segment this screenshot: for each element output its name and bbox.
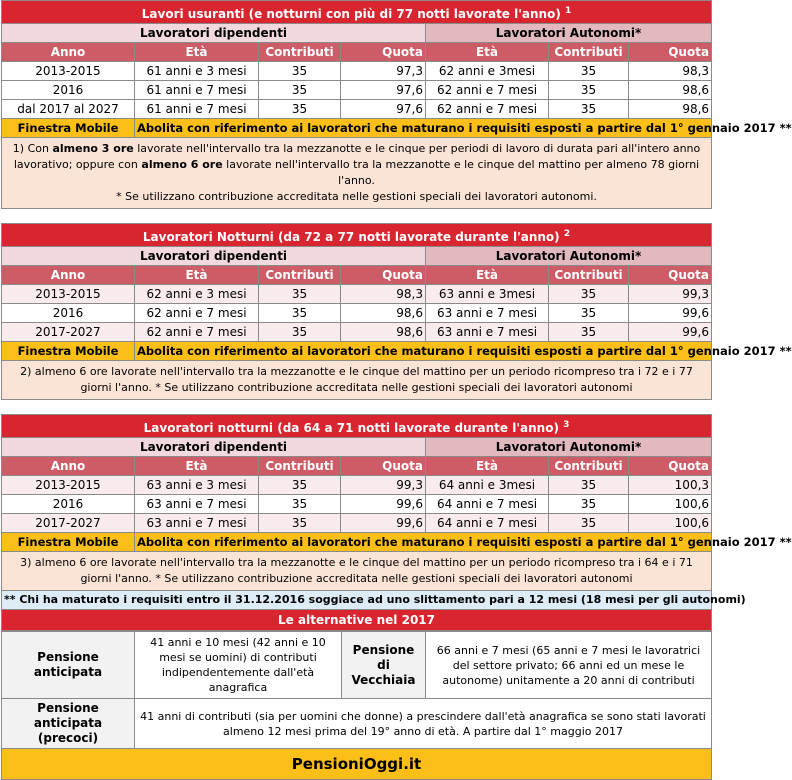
cell-contributi-aut: 35: [549, 100, 629, 119]
col-eta-aut: Età: [426, 457, 549, 476]
col-contributi: Contributi: [259, 457, 341, 476]
cell-quota: 99,6: [341, 514, 426, 533]
cell-quota: 99,6: [341, 495, 426, 514]
alternative-title: Le alternative nel 2017: [2, 610, 712, 631]
cell-quota: 98,6: [341, 304, 426, 323]
table-row: [2, 495, 712, 514]
cell-quota-aut: 98,6: [629, 100, 712, 119]
cell-contributi-aut: 35: [549, 476, 629, 495]
cell-anno: dal 2017 al 2027: [2, 100, 135, 119]
footnote-1: 1) Con almeno 3 ore lavorate nell'intervallo tra la mezzanotte e le cinque per periodi di lavoro di durata pari all'intero anno lavorativo; oppure con almeno 6 ore lavorate nell'intervallo tra la mezzanotte e le cinque del mattino per almeno 78 giorni l'anno. * Se utilizzano contribuzione accreditata nelle gestioni speciali dei lavoratori autonomi.: [2, 138, 712, 209]
cell-contributi-aut: 35: [549, 62, 629, 81]
cell-eta: 62 anni e 7 mesi: [135, 304, 259, 323]
cell-eta: 61 anni e 7 mesi: [135, 81, 259, 100]
cell-eta-aut: 62 anni e 3mesi: [426, 62, 549, 81]
group-autonomi: Lavoratori Autonomi*: [426, 438, 712, 457]
col-contributi-aut: Contributi: [549, 457, 629, 476]
group-autonomi: Lavoratori Autonomi*: [426, 24, 712, 43]
cell-contributi: 35: [259, 285, 341, 304]
cell-quota-aut: 100,6: [629, 514, 712, 533]
cell-quota-aut: 99,6: [629, 323, 712, 342]
cell-eta-aut: 63 anni e 7 mesi: [426, 323, 549, 342]
finestra-label: Finestra Mobile: [2, 533, 135, 552]
footnote-2: 2) almeno 6 ore lavorate nell'intervallo tra la mezzanotte e le cinque del mattino per un periodo ricompreso tra i 72 e i 77 giorni l'anno. * Se utilizzano contribuzione accreditata nelle gestioni speciali dei lavoratori autonomi: [2, 361, 712, 400]
cell-eta-aut: 63 anni e 3mesi: [426, 285, 549, 304]
section-title: Lavori usuranti (e notturni con più di 77 notti lavorate l'anno) $^1$: [2, 1, 712, 24]
cell-quota-aut: 99,3: [629, 285, 712, 304]
col-contributi: Contributi: [259, 266, 341, 285]
section-title: Lavoratori notturni (da 64 a 71 notti lavorate durante l'anno) $^3$: [2, 415, 712, 438]
cell-eta-aut: 64 anni e 3mesi: [426, 476, 549, 495]
cell-anno: 2016: [2, 81, 135, 100]
cell-eta: 61 anni e 7 mesi: [135, 100, 259, 119]
footer-brand: PensioniOggi.it: [2, 749, 712, 780]
cell-quota-aut: 98,3: [629, 62, 712, 81]
table-row: [2, 304, 712, 323]
col-quota-aut: Quota: [629, 266, 712, 285]
pension-tables: [1, 0, 792, 780]
slittamento-note: ** Chi ha maturato i requisiti entro il 31.12.2016 soggiace ad uno slittamento pari a 12 mesi (18 mesi per gli autonomi): [2, 591, 712, 610]
col-eta: Età: [135, 457, 259, 476]
cell-quota-aut: 100,6: [629, 495, 712, 514]
col-eta: Età: [135, 266, 259, 285]
cell-quota: 97,3: [341, 62, 426, 81]
col-anno: Anno: [2, 43, 135, 62]
col-eta: Età: [135, 43, 259, 62]
cell-eta: 63 anni e 3 mesi: [135, 476, 259, 495]
table-row: [2, 514, 712, 533]
col-eta-aut: Età: [426, 43, 549, 62]
col-quota: Quota: [341, 43, 426, 62]
col-contributi-aut: Contributi: [549, 266, 629, 285]
pensione-anticipata-label: Pensione anticipata: [2, 632, 135, 699]
col-quota: Quota: [341, 457, 426, 476]
col-quota-aut: Quota: [629, 43, 712, 62]
group-autonomi: Lavoratori Autonomi*: [426, 247, 712, 266]
cell-contributi: 35: [259, 62, 341, 81]
group-dipendenti: Lavoratori dipendenti: [2, 24, 426, 43]
col-quota: Quota: [341, 266, 426, 285]
cell-eta: 63 anni e 7 mesi: [135, 495, 259, 514]
cell-contributi: 35: [259, 323, 341, 342]
cell-eta-aut: 62 anni e 7 mesi: [426, 81, 549, 100]
cell-anno: 2016: [2, 495, 135, 514]
cell-contributi: 35: [259, 100, 341, 119]
cell-anno: 2017-2027: [2, 514, 135, 533]
pensione-anticipata-text: 41 anni e 10 mesi (42 anni e 10 mesi se uomini) di contributi indipendentemente dall'età anagrafica: [135, 632, 342, 699]
cell-eta: 62 anni e 7 mesi: [135, 323, 259, 342]
pensione-vecchiaia-text: 66 anni e 7 mesi (65 anni e 7 mesi le lavoratrici del settore privato; 66 anni ed un mese le autonome) unitamente a 20 anni di contributi: [426, 632, 712, 699]
group-dipendenti: Lavoratori dipendenti: [2, 438, 426, 457]
cell-eta-aut: 63 anni e 7 mesi: [426, 304, 549, 323]
notturni-72-77-table: [1, 223, 792, 400]
finestra-label: Finestra Mobile: [2, 342, 135, 361]
col-contributi: Contributi: [259, 43, 341, 62]
cell-eta-aut: 64 anni e 7 mesi: [426, 495, 549, 514]
alternative-table: [1, 631, 712, 780]
cell-quota: 98,3: [341, 285, 426, 304]
cell-anno: 2016: [2, 304, 135, 323]
cell-anno: 2013-2015: [2, 62, 135, 81]
finestra-text: Abolita con riferimento ai lavoratori che maturano i requisiti esposti a partire dal 1° gennaio 2017 **: [135, 533, 712, 552]
table-row: [2, 81, 712, 100]
cell-quota-aut: 100,3: [629, 476, 712, 495]
cell-quota: 98,6: [341, 323, 426, 342]
pensione-precoci-text: 41 anni di contributi (sia per uomini che donne) a prescindere dall'età anagrafica se sono stati lavorati almeno 12 mesi prima del 19° anno di età. A partire dal 1° maggio 2017: [135, 699, 712, 749]
cell-contributi-aut: 35: [549, 304, 629, 323]
group-dipendenti: Lavoratori dipendenti: [2, 247, 426, 266]
col-contributi-aut: Contributi: [549, 43, 629, 62]
cell-quota: 97,6: [341, 100, 426, 119]
cell-anno: 2013-2015: [2, 476, 135, 495]
notturni-64-71-table: [1, 414, 792, 631]
cell-quota: 97,6: [341, 81, 426, 100]
table-row: [2, 323, 712, 342]
cell-eta-aut: 64 anni e 7 mesi: [426, 514, 549, 533]
cell-contributi-aut: 35: [549, 81, 629, 100]
cell-anno: 2017-2027: [2, 323, 135, 342]
table-row: [2, 100, 712, 119]
cell-eta: 63 anni e 7 mesi: [135, 514, 259, 533]
table-row: [2, 62, 712, 81]
col-quota-aut: Quota: [629, 457, 712, 476]
table-row: [2, 476, 712, 495]
cell-anno: 2013-2015: [2, 285, 135, 304]
footnote-3: 3) almeno 6 ore lavorate nell'intervallo tra la mezzanotte e le cinque del mattino per un periodo ricompreso tra i 64 e i 71 giorni l'anno. * Se utilizzano contribuzione accreditata nelle gestioni speciali dei lavoratori autonomi: [2, 552, 712, 591]
cell-quota-aut: 98,6: [629, 81, 712, 100]
cell-contributi: 35: [259, 81, 341, 100]
cell-quota: 99,3: [341, 476, 426, 495]
col-eta-aut: Età: [426, 266, 549, 285]
table-row: [2, 285, 712, 304]
cell-eta: 61 anni e 3 mesi: [135, 62, 259, 81]
finestra-text: Abolita con riferimento ai lavoratori che maturano i requisiti esposti a partire dal 1° gennaio 2017 **: [135, 119, 712, 138]
cell-contributi-aut: 35: [549, 514, 629, 533]
cell-quota-aut: 99,6: [629, 304, 712, 323]
pensione-precoci-label: Pensione anticipata (precoci): [2, 699, 135, 749]
usuranti-table: [1, 0, 792, 209]
cell-contributi: 35: [259, 476, 341, 495]
cell-contributi-aut: 35: [549, 285, 629, 304]
cell-contributi: 35: [259, 495, 341, 514]
cell-eta: 62 anni e 3 mesi: [135, 285, 259, 304]
col-anno: Anno: [2, 457, 135, 476]
cell-contributi-aut: 35: [549, 323, 629, 342]
finestra-label: Finestra Mobile: [2, 119, 135, 138]
cell-contributi: 35: [259, 304, 341, 323]
col-anno: Anno: [2, 266, 135, 285]
cell-contributi: 35: [259, 514, 341, 533]
cell-contributi-aut: 35: [549, 495, 629, 514]
section-title: Lavoratori Notturni (da 72 a 77 notti lavorate durante l'anno) $^2$: [2, 224, 712, 247]
finestra-text: Abolita con riferimento ai lavoratori che maturano i requisiti esposti a partire dal 1° gennaio 2017 **: [135, 342, 712, 361]
cell-eta-aut: 62 anni e 7 mesi: [426, 100, 549, 119]
pensione-vecchiaia-label: Pensione di Vecchiaia: [342, 632, 426, 699]
